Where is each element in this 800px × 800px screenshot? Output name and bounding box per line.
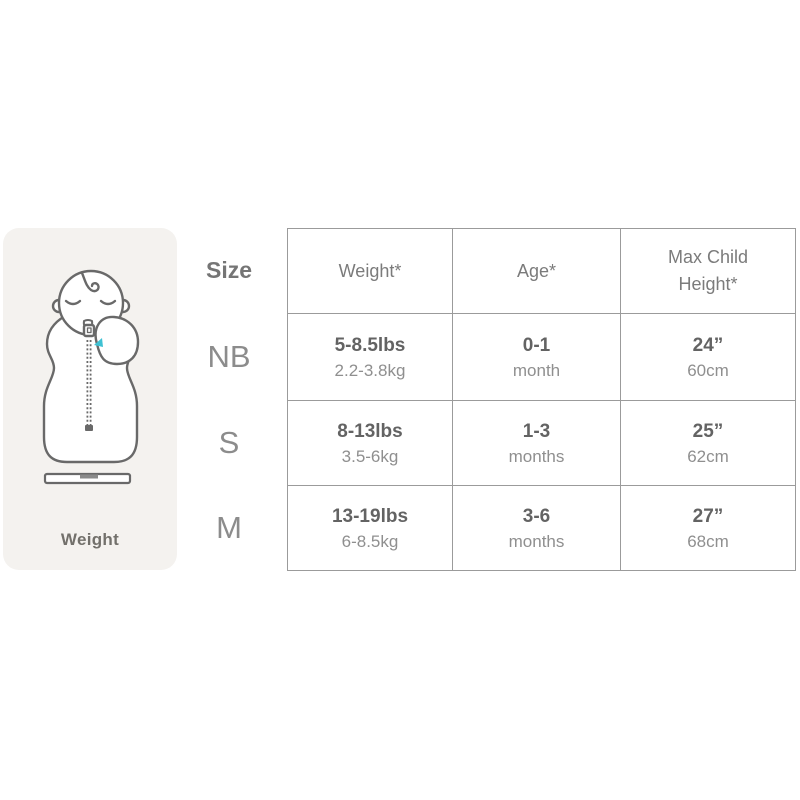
m-weight-imperial: 13-19lbs <box>331 505 409 527</box>
m-weight-metric: 6-8.5kg <box>341 531 399 551</box>
size-column <box>177 228 281 571</box>
column-header-weight <box>288 229 453 314</box>
s-age-unit: months <box>508 446 565 466</box>
cell-nb-age <box>453 314 621 401</box>
m-age-range: 3-6 <box>522 505 551 527</box>
swaddled-baby-illustration <box>3 228 177 570</box>
column-header-max-child-height-label: Max Child Height* <box>667 247 749 294</box>
size-column-header: Size <box>205 257 253 283</box>
s-weight-imperial: 8-13lbs <box>337 420 403 442</box>
column-header-max-child-height <box>621 229 795 314</box>
size-table <box>287 228 796 571</box>
size-label-s: S <box>218 424 240 460</box>
cell-s-height <box>621 401 795 486</box>
cell-s-age <box>453 401 621 486</box>
nb-age-unit: month <box>512 360 561 380</box>
weight-card <box>3 228 177 570</box>
scale-icon <box>45 474 130 483</box>
column-header-weight-label: Weight* <box>338 260 402 281</box>
nb-age-range: 0-1 <box>522 334 551 356</box>
cell-m-weight <box>288 486 453 570</box>
nb-height-imperial: 24” <box>692 334 724 356</box>
s-height-metric: 62cm <box>687 446 729 466</box>
cell-nb-height <box>621 314 795 401</box>
m-age-unit: months <box>508 531 565 551</box>
size-label-nb: NB <box>207 338 251 374</box>
m-height-imperial: 27” <box>692 505 724 527</box>
m-height-metric: 68cm <box>687 531 729 551</box>
size-label-m: M <box>216 510 242 545</box>
column-header-age-label: Age* <box>516 260 557 281</box>
zipper-stop <box>85 425 93 431</box>
s-height-imperial: 25” <box>692 420 724 442</box>
cell-s-weight <box>288 401 453 486</box>
nb-height-metric: 60cm <box>687 360 729 380</box>
nb-weight-metric: 2.2-3.8kg <box>334 360 406 380</box>
s-weight-metric: 3.5-6kg <box>341 446 399 466</box>
cell-m-height <box>621 486 795 570</box>
cell-m-age <box>453 486 621 570</box>
nb-weight-imperial: 5-8.5lbs <box>334 334 406 356</box>
zipper-pull <box>84 325 94 336</box>
s-age-range: 1-3 <box>522 420 551 442</box>
cell-nb-weight <box>288 314 453 401</box>
column-header-age <box>453 229 621 314</box>
weight-card-label: Weight <box>60 530 120 549</box>
